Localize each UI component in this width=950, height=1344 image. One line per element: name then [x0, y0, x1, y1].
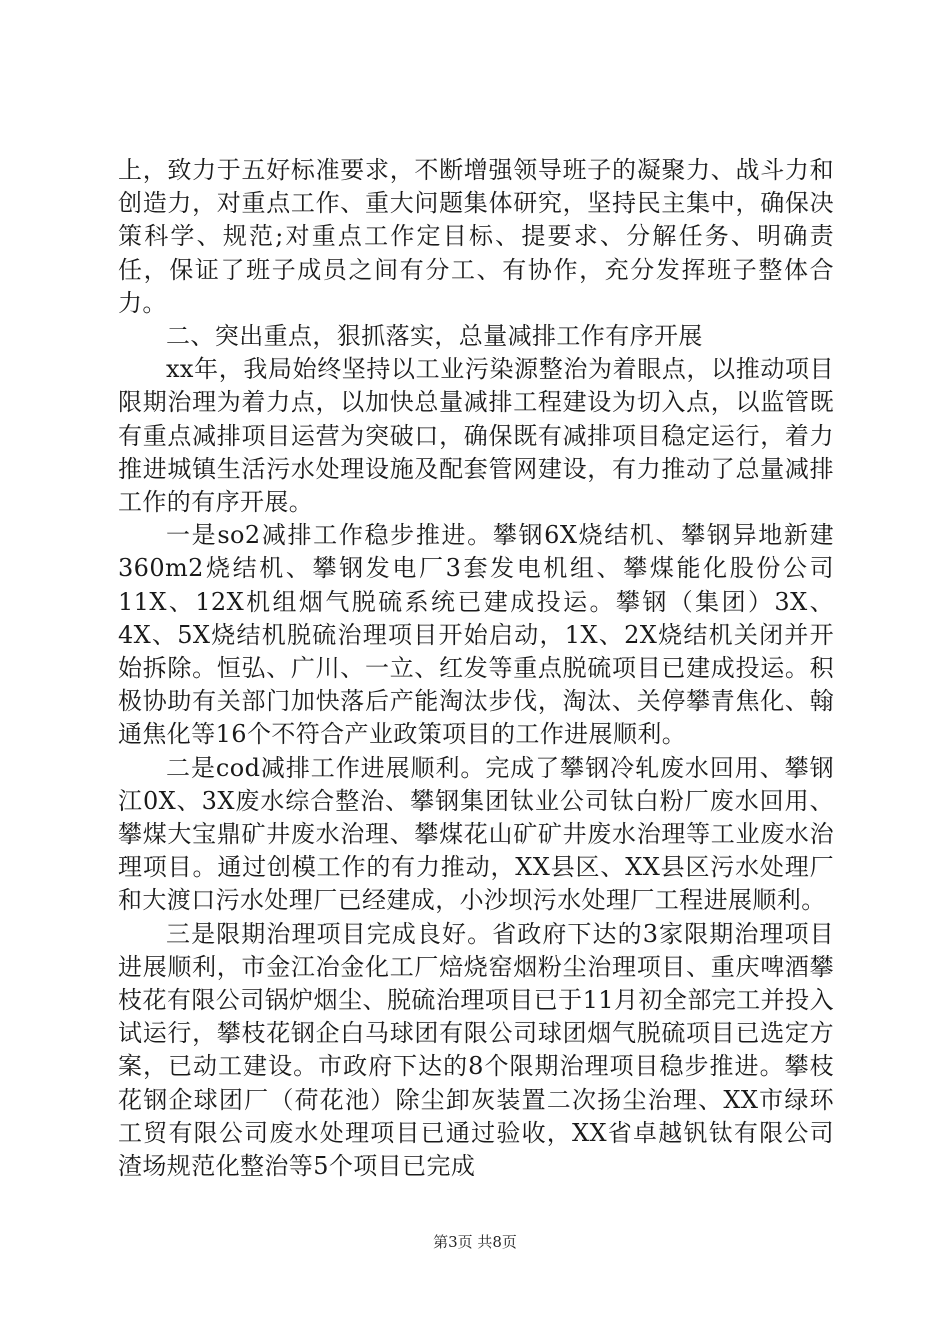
paragraph-continuation: 上，致力于五好标准要求，不断增强领导班子的凝聚力、战斗力和创造力，对重点工作、重大问题集体研究，坚持民主集中，确保决策科学、规范;对重点工作定目标、提要求、分解任务、明确责任，保证了班子成员之间有分工、有协作，充分发挥班子整体合力。: [118, 156, 834, 317]
paragraph-so2: 一是so2减排工作稳步推进。攀钢6X烧结机、攀钢异地新建360m2烧结机、攀钢发电厂3套发电机组、攀煤能化股份公司11X、12X机组烟气脱硫系统已建成投运。攀钢（集团）3X、4X、5X烧结机脱硫治理项目开始启动，1X、2X烧结机关闭并开始拆除。恒弘、广川、一立、红发等重点脱硫项目已建成投运。积极协助有关部门加快落后产能淘汰步伐，淘汰、关停攀青焦化、翰通焦化等16个不符合产业政策项目的工作进展顺利。: [118, 521, 834, 749]
page-number-footer: 第3页 共8页: [433, 1233, 517, 1251]
paragraph-cod: 二是cod减排工作进展顺利。完成了攀钢冷轧废水回用、攀钢江0X、3X废水综合整治、攀钢集团钛业公司钛白粉厂废水回用、攀煤大宝鼎矿井废水治理、攀煤花山矿矿井废水治理等工业废水治理项目。通过创模工作的有力推动，XX县区、XX县区污水处理厂和大渡口污水处理厂已经建成，小沙坝污水处理厂工程进展顺利。: [118, 753, 834, 915]
document-body: [118, 154, 834, 1183]
paragraph-deadline-projects: 三是限期治理项目完成良好。省政府下达的3家限期治理项目进展顺利，市金江冶金化工厂焙烧窑烟粉尘治理项目、重庆啤酒攀枝花有限公司锅炉烟尘、脱硫治理项目已于11月初全部完工并投入试运行，攀枝花钢企白马球团有限公司球团烟气脱硫项目已选定方案，已动工建设。市政府下达的8个限期治理项目稳步推进。攀枝花钢企球团厂（荷花池）除尘卸灰装置二次扬尘治理、XX市绿环工贸有限公司废水处理项目已通过验收，XX省卓越钒钛有限公司渣场规范化整治等5个项目已完成: [118, 919, 834, 1181]
paragraph-overview: xx年，我局始终坚持以工业污染源整治为着眼点，以推动项目限期治理为着力点，以加快总量减排工程建设为切入点，以监管既有重点减排项目运营为突破口，确保既有减排项目稳定运行，着力推进城镇生活污水处理设施及配套管网建设，有力推动了总量减排工作的有序开展。: [118, 355, 834, 517]
section-heading: 二、突出重点，狠抓落实，总量减排工作有序开展: [166, 322, 703, 351]
